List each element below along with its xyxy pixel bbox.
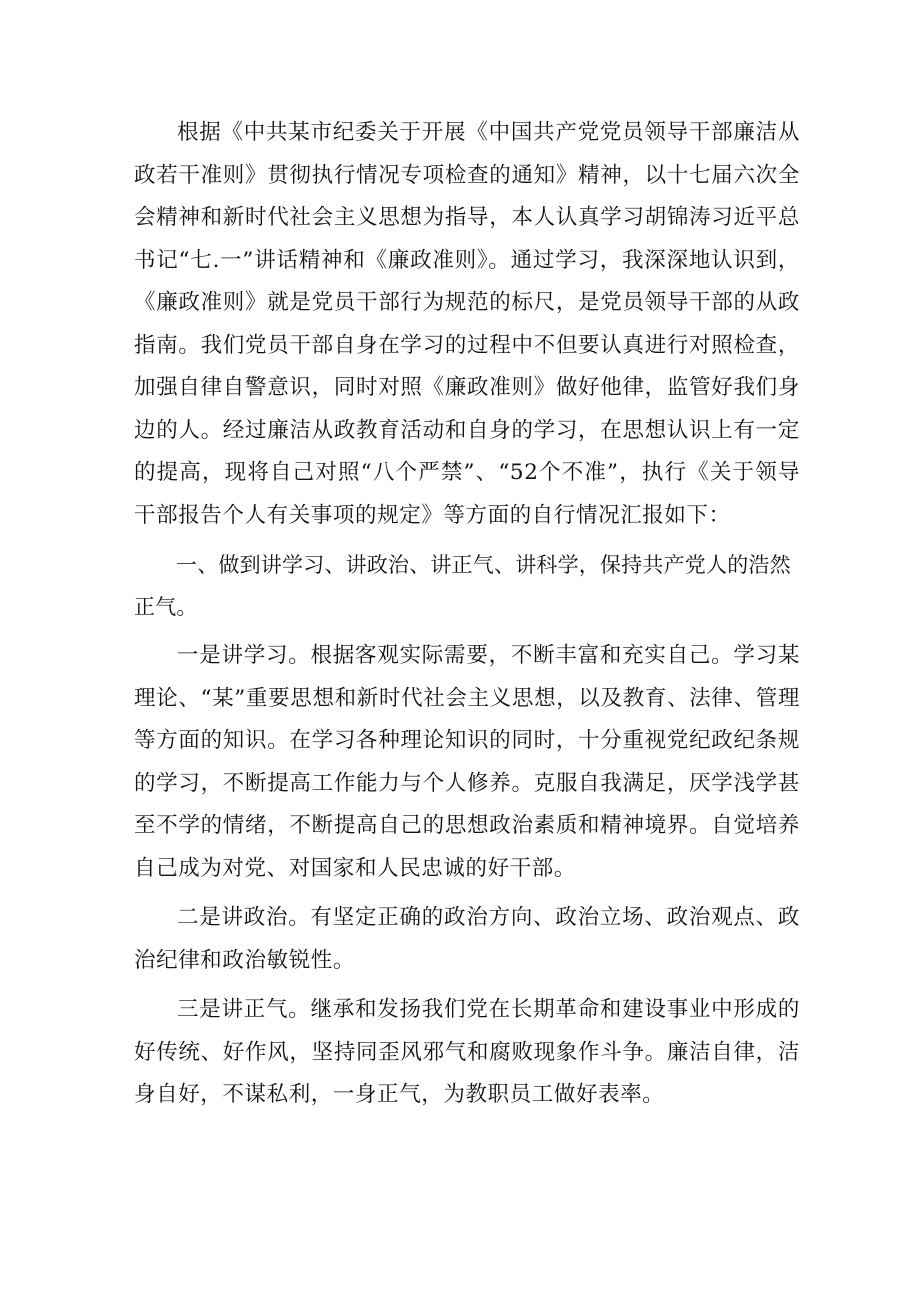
document-body: [134, 112, 800, 1117]
section-heading: 一、做到讲学习、讲政治、讲正气、讲科学，保持共产党人的浩然正气。: [134, 553, 791, 619]
politics-paragraph: 二是讲政治。有坚定正确的政治方向、政治立场、政治观点、政治纪律和政治敏锐性。: [134, 905, 800, 973]
study-paragraph: 一是讲学习。根据客观实际需要，不断丰富和充实自己。学习某理论、“某”重要思想和新时代社会主义思想，以及教育、法律、管理等方面的知识。在学习各种理论知识的同时，十分重视党纪政纪条规的学习，不断提高工作能力与个人修养。克服自我满足，厌学浅学甚至不学的情绪，不断提高自己的思想政治素质和精神境界。自觉培养自己成为对党、对国家和人民忠诚的好干部。: [134, 643, 800, 881]
intro-paragraph: 根据《中共某市纪委关于开展《中国共产党党员领导干部廉洁从政若干准则》贯彻执行情况专项检查的通知》精神，以十七届六次全会精神和新时代社会主义思想为指导，本人认真学习胡锦涛习近平总书记“七.一”讲话精神和《廉政准则》。通过学习，我深深地认识到，《廉政准则》就是党员干部行为规范的标尺，是党员领导干部的从政指南。我们党员干部自身在学习的过程中不但要认真进行对照检查，加强自律自警意识，同时对照《廉政准则》做好他律，监管好我们身边的人。经过廉洁从政教育活动和自身的学习，在思想认识上有一定的提高，现将自己对照“八个严禁”、“52个不准”，执行《关于领导干部报告个人有关事项的规定》等方面的自行情况汇报如下：: [134, 120, 800, 528]
integrity-paragraph: 三是讲正气。继承和发扬我们党在长期革命和建设事业中形成的好传统、好作风，坚持同歪风邪气和腐败现象作斗争。廉洁自律，洁身自好，不谋私利，一身正气，为教职员工做好表率。: [134, 997, 800, 1107]
